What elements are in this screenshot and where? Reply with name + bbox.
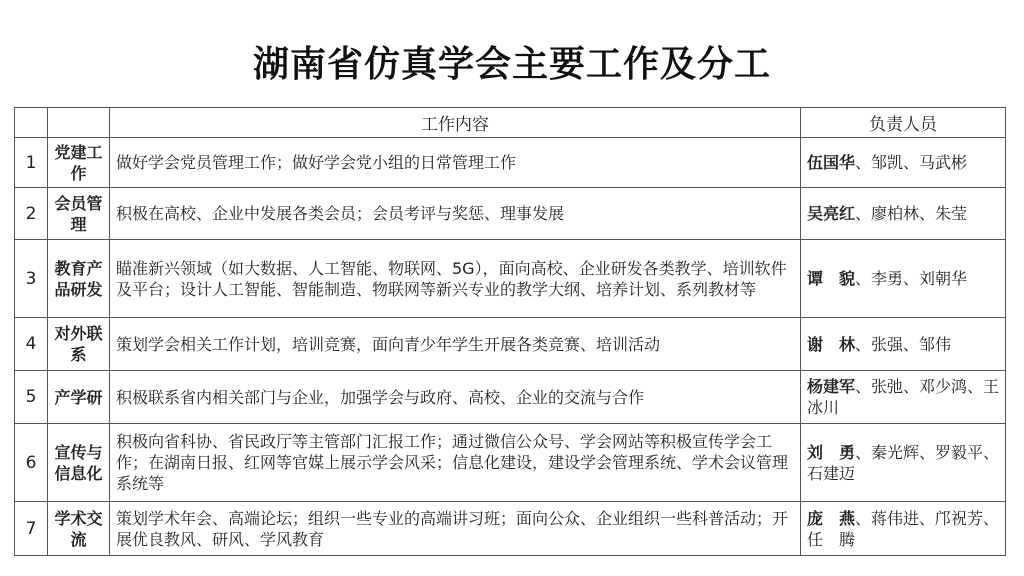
other-persons: 、李勇、刘朝华	[855, 269, 968, 288]
row-content: 瞄准新兴领域（如大数据、人工智能、物联网、5G），面向高校、企业研发各类教学、培训软件及平台；设计人工智能、智能制造、物联网等新兴专业的教学大纲、培养计划、系列教材等	[110, 240, 801, 318]
row-category: 宣传与信息化	[48, 424, 110, 502]
row-content: 做好学会党员管理工作；做好学会党小组的日常管理工作	[110, 138, 801, 188]
lead-person: 刘 勇	[807, 442, 856, 462]
row-number: 6	[15, 424, 48, 502]
table-row	[15, 188, 1006, 240]
row-number: 5	[15, 371, 48, 424]
table-row	[15, 371, 1006, 424]
table-row	[15, 240, 1006, 318]
row-content: 策划学术年会、高端论坛；组织一些专业的高端讲习班；面向公众、企业组织一些科普活动；开展优良教风、研风、学风教育	[110, 502, 801, 556]
row-content: 积极在高校、企业中发展各类会员；会员考评与奖惩、理事发展	[110, 188, 801, 240]
page-title: 湖南省仿真学会主要工作及分工	[252, 44, 771, 85]
lead-person: 杨建军	[807, 377, 856, 396]
other-persons: 、张弛、邓少鸿、王冰川	[807, 377, 1000, 417]
row-number: 3	[15, 240, 48, 318]
row-number: 4	[15, 318, 48, 371]
row-number: 7	[15, 502, 48, 556]
row-responsible	[801, 240, 1006, 318]
lead-person: 吴亮红	[807, 204, 856, 223]
table-row	[15, 502, 1006, 556]
other-persons: 、邹凯、马武彬	[855, 153, 968, 172]
row-category: 会员管理	[48, 188, 110, 240]
row-responsible	[801, 138, 1006, 188]
row-responsible	[801, 371, 1006, 424]
row-responsible	[801, 188, 1006, 240]
row-category: 学术交流	[48, 502, 110, 556]
row-category: 党建工作	[48, 138, 110, 188]
header-category	[48, 108, 110, 138]
other-persons: 、张强、邹伟	[855, 334, 952, 354]
row-responsible	[801, 424, 1006, 502]
row-number: 2	[15, 188, 48, 240]
work-division-table	[14, 107, 1006, 556]
table-row	[15, 318, 1006, 371]
header-work-content: 工作内容	[110, 108, 801, 138]
table-header-row	[15, 108, 1006, 138]
table-row	[15, 138, 1006, 188]
row-content: 积极向省科协、省民政厅等主管部门汇报工作；通过微信公众号、学会网站等积极宣传学会工作；在湖南日报、红网等官媒上展示学会风采；信息化建设，建设学会管理系统、学术会议管理系统等	[110, 424, 801, 502]
row-category: 产学研	[48, 371, 110, 424]
lead-person: 庞 燕	[807, 508, 856, 528]
other-persons: 、蒋伟进、邝祝芳、任 腾	[807, 508, 1000, 549]
lead-person: 谭 貌	[807, 269, 856, 288]
row-responsible	[801, 318, 1006, 371]
other-persons: 、廖柏林、朱莹	[855, 204, 968, 223]
row-category: 教育产品研发	[48, 240, 110, 318]
lead-person: 谢 林	[807, 334, 856, 354]
table-row	[15, 424, 1006, 502]
row-category: 对外联系	[48, 318, 110, 371]
lead-person: 伍国华	[807, 153, 856, 172]
header-responsible: 负责人员	[801, 108, 1006, 138]
row-number: 1	[15, 138, 48, 188]
row-responsible	[801, 502, 1006, 556]
row-content: 积极联系省内相关部门与企业，加强学会与政府、高校、企业的交流与合作	[110, 371, 801, 424]
header-num	[15, 108, 48, 138]
row-content: 策划学会相关工作计划，培训竞赛，面向青少年学生开展各类竞赛、培训活动	[110, 318, 801, 371]
other-persons: 、秦光辉、罗毅平、石建迈	[807, 442, 1000, 483]
